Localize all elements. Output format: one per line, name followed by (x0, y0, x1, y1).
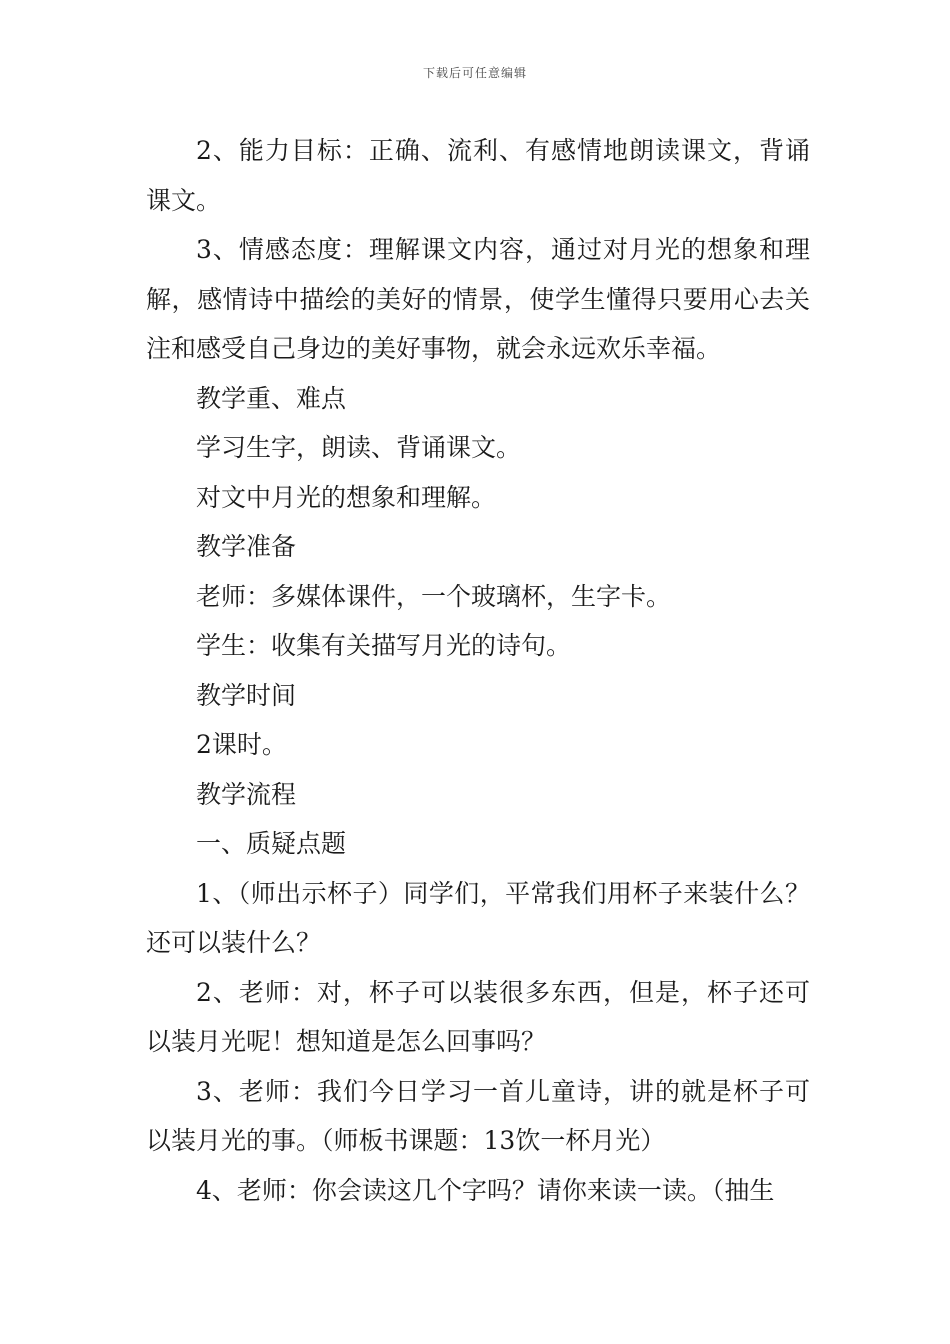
heading-preparation: 教学准备 (196, 532, 297, 561)
paragraph-ability-goal: 2、能力目标：正确、流利、有感情地朗读课文，背诵课文。 (146, 136, 810, 215)
paragraph-emotion-goal: 3、情感态度：理解课文内容，通过对月光的想象和理解，感情诗中描绘的美好的情景，使学生懂得只要用心去关注和感受自己身边的美好事物，就会永远欢乐幸福。 (146, 235, 810, 363)
paragraph-step-3: 3、老师：我们今日学习一首儿童诗，讲的就是杯子可以装月光的事。（师板书课题：13饮一杯月光） (146, 1076, 810, 1155)
paragraph-teacher-prep: 老师：多媒体课件，一个玻璃杯，生字卡。 (196, 581, 672, 611)
paragraph-student-prep: 学生：收集有关描写月光的诗句。 (196, 631, 572, 660)
page-header-note: 下载后可任意编辑 (422, 66, 527, 80)
heading-key-points: 教学重、难点 (196, 383, 347, 413)
paragraph-step-1: 1、（师出示杯子）同学们，平常我们用杯子来装什么？还可以装什么？ (146, 878, 810, 957)
paragraph-step-4: 4、老师：你会读这几个字吗？请你来读一读。（抽生 (196, 1175, 775, 1205)
paragraph-key-point-2: 对文中月光的想象和理解。 (196, 482, 497, 512)
heading-teaching-process: 教学流程 (196, 779, 297, 809)
paragraph-lesson-count: 2课时。 (196, 730, 287, 759)
document-body (146, 126, 810, 1215)
heading-teaching-time: 教学时间 (196, 680, 297, 710)
paragraph-step-2: 2、老师：对，杯子可以装很多东西，但是，杯子还可以装月光呢！想知道是怎么回事吗？ (146, 977, 810, 1056)
heading-section-one: 一、质疑点题 (196, 829, 347, 858)
paragraph-key-point-1: 学习生字，朗读、背诵课文。 (196, 433, 522, 462)
